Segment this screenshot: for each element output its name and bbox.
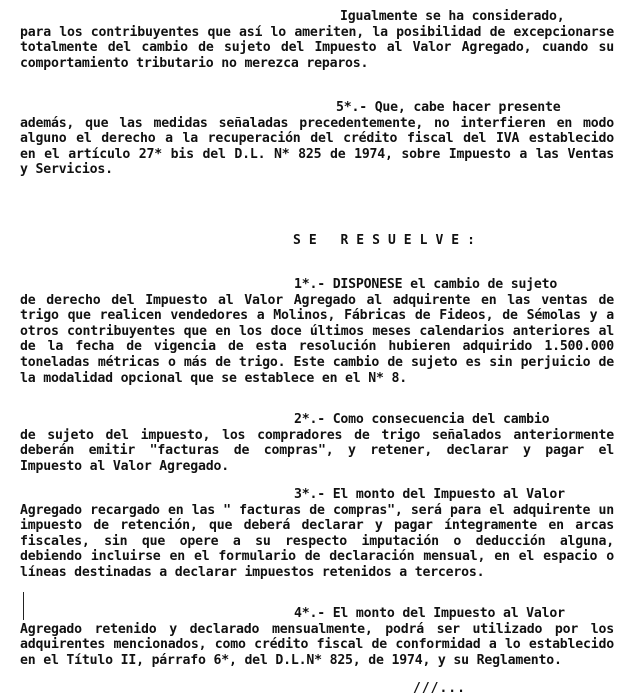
paragraph-first-line: 4*.- El monto del Impuesto al Valor: [294, 606, 565, 621]
paragraph-body: Agregado retenido y declarado mensualmente, podrá ser utilizado por los adquirentes mencionados, como crédito fiscal de conformidad a lo establecido en el Título II, párrafo 6*, del D.L.N* 825, de 1974, y su Reglamento.: [20, 621, 614, 668]
paragraph-body: de derecho del Impuesto al Valor Agregado al adquirente en las ventas de trigo que realicen vendedores a Molinos, Fábricas de Fideos, de Sémolas y a otros contribuyentes que en los doce últimos meses calendarios anteriores al de la fecha de vigencia de esta resolución hubieren adquirido 1.500.000 toneladas métricas o más de trigo. Este cambio de sujeto es sin perjuicio de la modalidad opcional que se establece en el N* 8.: [20, 292, 614, 386]
paragraph-body: para los contribuyentes que así lo ameriten, la posibilidad de excepcionarse totalmente del cambio de sujeto del Impuesto al Valor Agregado, cuando su comportamiento tributario no merezca reparos.: [20, 24, 614, 71]
paragraph-first-line: 5*.- Que, cabe hacer presente: [336, 100, 561, 115]
page-continuation-mark: ///...: [413, 681, 466, 696]
paragraph-resolution-2: [20, 412, 614, 474]
paragraph-resolution-1: [20, 277, 614, 386]
paragraph-body: además, que las medidas señaladas precedentemente, no interfieren en modo alguno el derecho a la recuperación del crédito fiscal del IVA establecido en el artículo 27* bis del D.L. N* 825 de 1974, sobre Impuesto a las Ventas y Servicios.: [20, 115, 614, 178]
resolution-heading: SE RESUELVE:: [293, 233, 483, 248]
paragraph-considerations: [20, 9, 614, 71]
paragraph-resolution-4: [20, 606, 614, 668]
paragraph-first-line: 1*.- DISPONESE el cambio de sujeto: [294, 277, 558, 292]
paragraph-point-5: [20, 100, 614, 178]
paragraph-first-line: Igualmente se ha considerado,: [340, 9, 565, 24]
paragraph-body: de sujeto del impuesto, los compradores de trigo señalados anteriormente deberán emitir "facturas de compras", y retener, declarar y pagar el Impuesto al Valor Agregado.: [20, 427, 614, 474]
paragraph-resolution-3: [20, 487, 614, 581]
paragraph-first-line: 2*.- Como consecuencia del cambio: [294, 412, 550, 427]
paragraph-first-line: 3*.- El monto del Impuesto al Valor: [294, 487, 565, 502]
paragraph-body: Agregado recargado en las " facturas de compras", será para el adquirente un impuesto de retención, que deberá declarar y pagar íntegramente en arcas fiscales, sin que opere a su respecto imputación o deducción alguna, debiendo incluirse en el formulario de declaración mensual, en el espacio o líneas destinadas a declarar impuestos retenidos a terceros.: [20, 502, 614, 580]
